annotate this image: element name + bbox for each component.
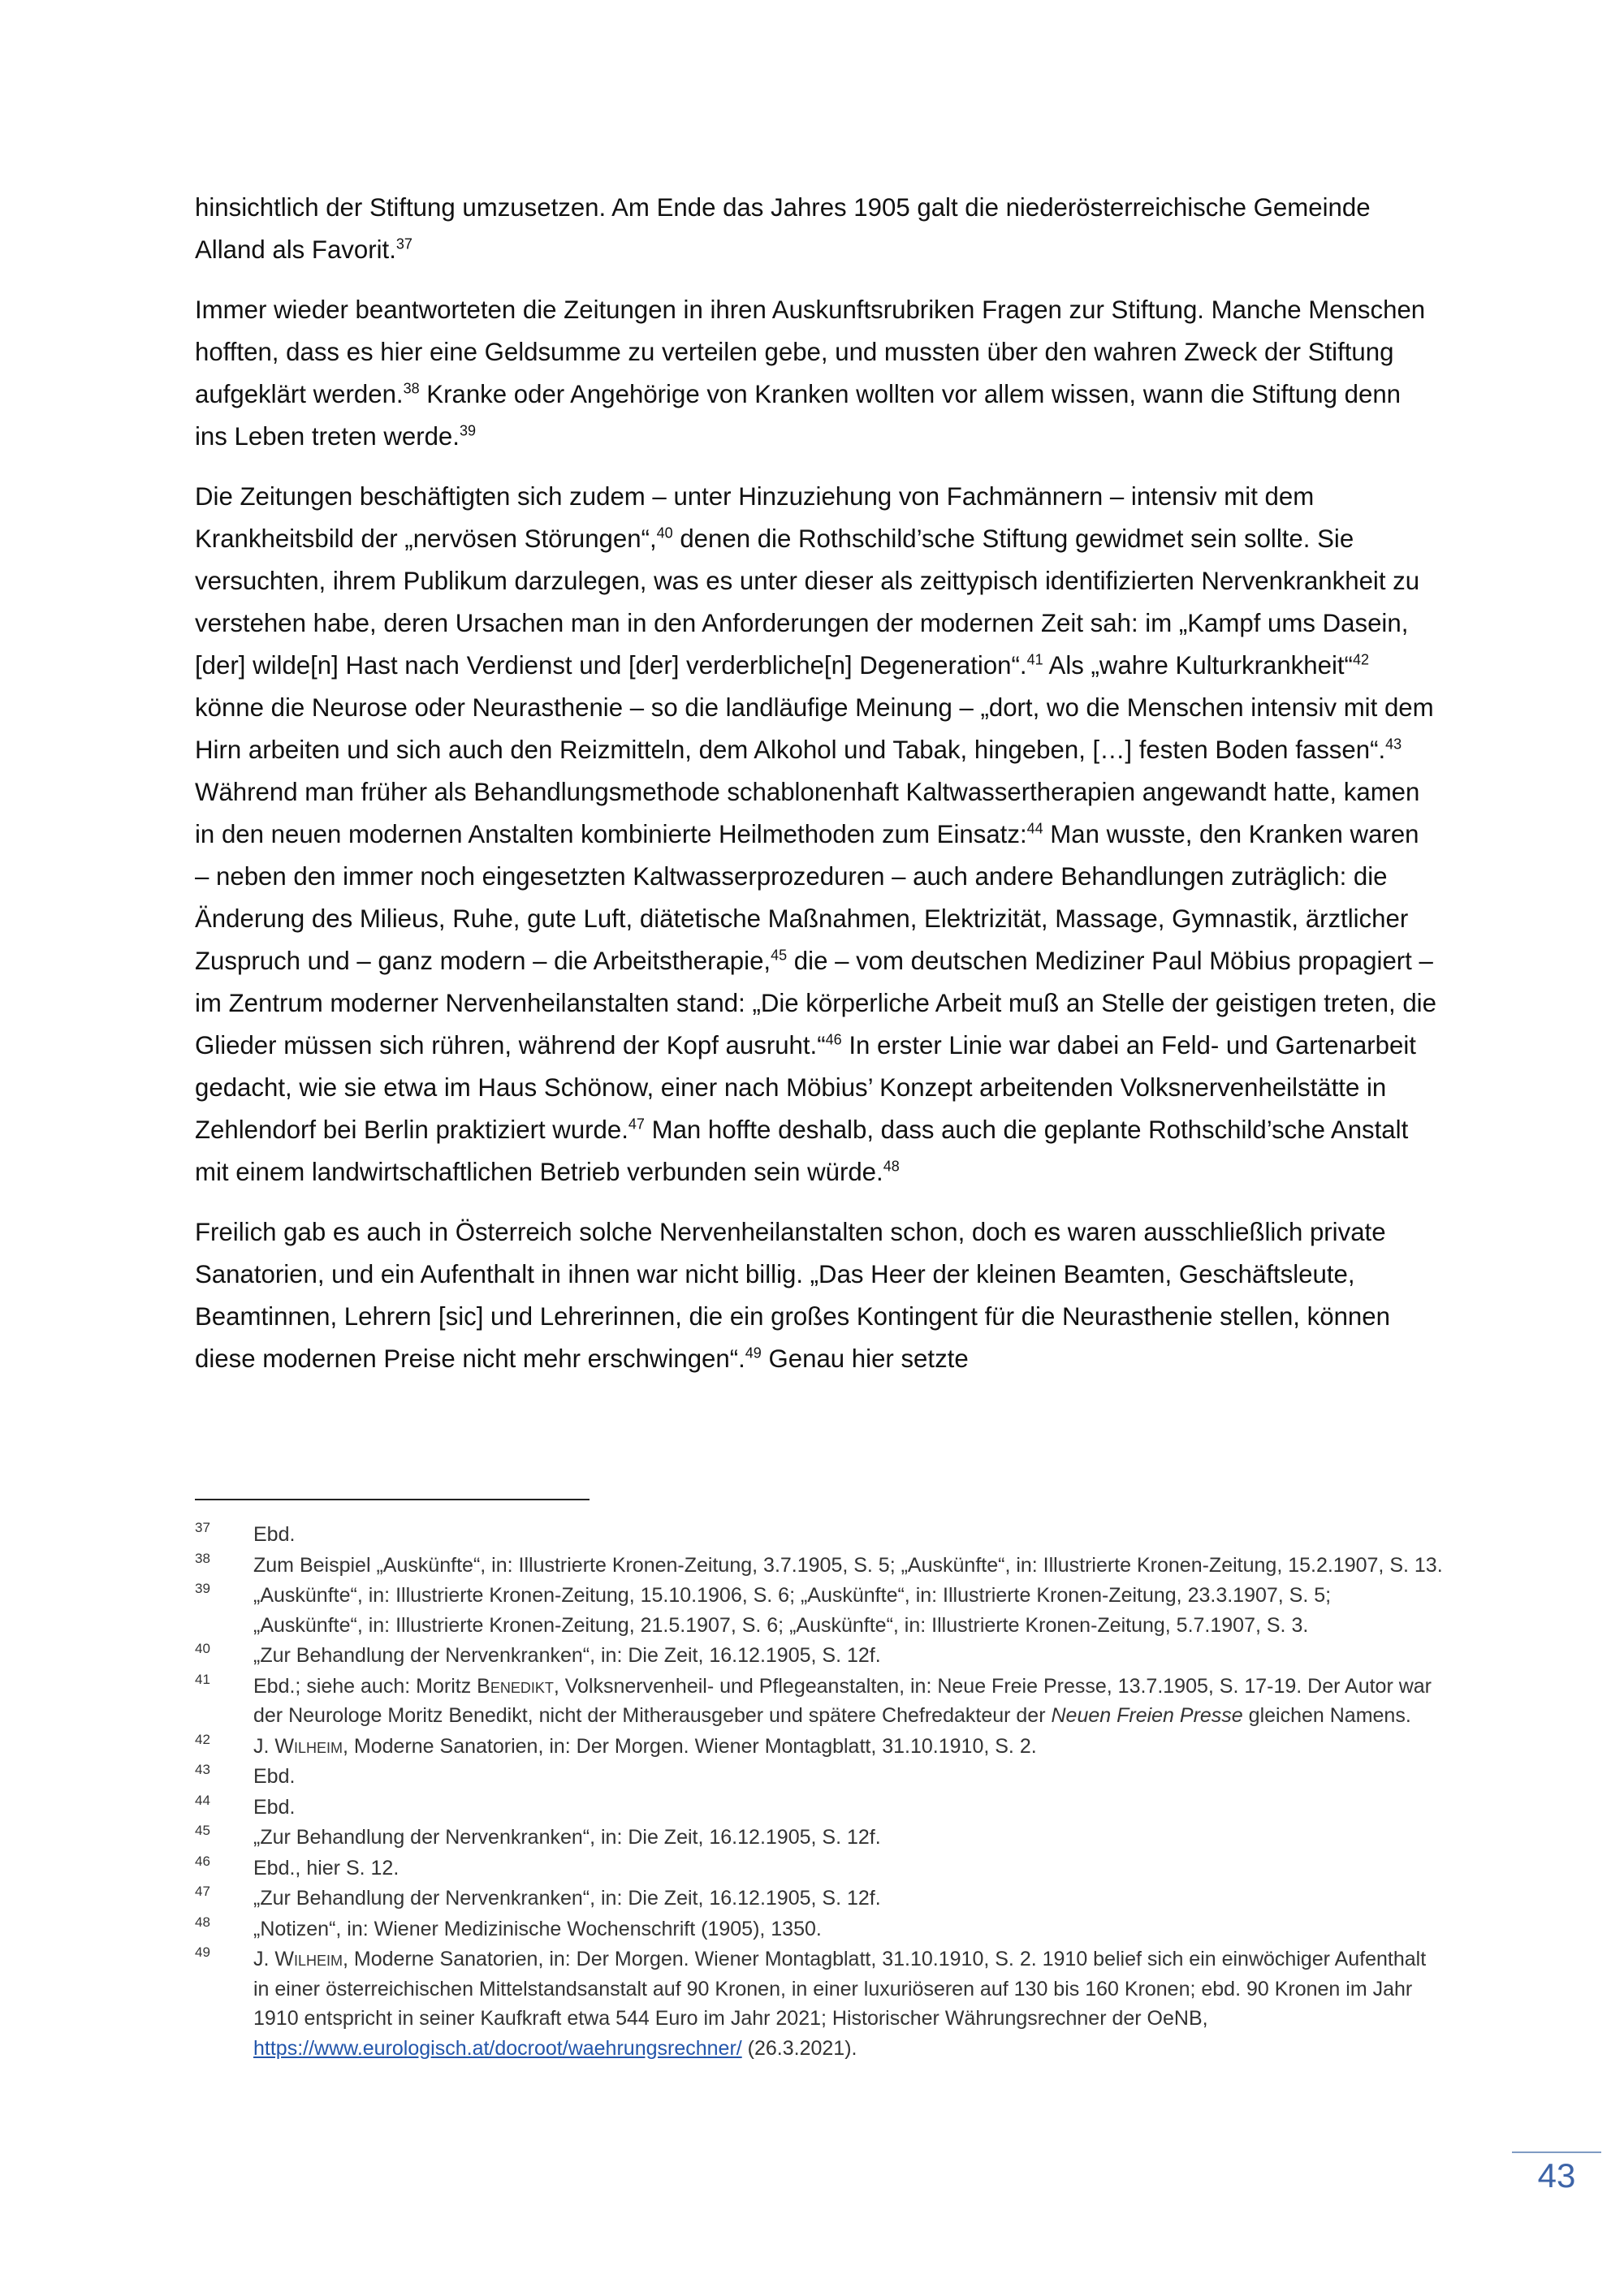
footnote-ref-43[interactable]: 43 (1385, 736, 1402, 753)
footnote-ref-48[interactable]: 48 (883, 1158, 900, 1175)
footnote-41: 41 Ebd.; siehe auch: Moritz Benedikt, Volksnervenheil- und Pflegeanstalten, in: Neue Freie Presse, 13.7.1905, S. 17-19. Der Autor war der Neurologe Moritz Benedikt, nicht der Mitherausgeber und spätere Chefredakteur der Neuen Freien Presse gleichen Namens. (195, 1671, 1432, 1727)
publication-title: Neuen Freien Presse (1051, 1704, 1243, 1727)
paragraph-3: Die Zeitungen beschäftigten sich zudem – unter Hinzuziehung von Fachmännern – intensiv mit dem Krankheitsbild der „nervösen Störungen“,$^{40}$ denen die Rothschild’sche Stiftung gewidmet sein sollte. Sie versuchten, ihrem Publikum darzulegen, was es unter dieser als zeittypisch identifizierten Nervenkrankheit zu verstehen habe, deren Ursachen man in den Anforderungen der modernen Zeit sah: im „Kampf ums Dasein, [der] wilde[n] Hast nach Verdienst und [der] verderbliche[n] Degeneration“.$^{41}$ Als „wahre Kulturkrankheit“$^{42}$ könne die Neurose oder Neurasthenie – so die landläufige Meinung – „dort, wo die Menschen intensiv mit dem Hirn arbeiten und sich auch den Reizmitteln, dem Alkohol und Tabak, hingeben, […] festen Boden fassen“.$^{43}$ Während man früher als Behandlungsmethode schablonenhaft Kaltwassertherapien angewandt hatte, kamen in den neuen modernen Anstalten kombinierte Heilmethoden zum Einsatz:$^{44}$ Man wusste, den Kranken waren – neben den immer noch eingesetzten Kaltwasserprozeduren – auch andere Behandlungen zuträglich: die Änderung des Milieus, Ruhe, gute Luft, diätetische Maßnahmen, Elektrizität, Massage, Gymnastik, ärztlicher Zuspruch und – ganz modern – die Arbeitstherapie,$^{45}$ die – vom deutschen Mediziner Paul Möbius propagiert – im Zentrum moderner Nervenheilanstalten stand: „Die körperliche Arbeit muß an Stelle der geistigen treten, die Glieder müssen sich rühren, während der Kopf ausruht.“$^{46}$ In erster Linie war dabei an Feld- und Gartenarbeit gedacht, wie sie etwa im Haus Schönow, einer nach Möbius’ Konzept arbeitenden Volksnervenheilstätte in Zehlendorf bei Berlin praktiziert wurde.$^{47}$ Man hoffte deshalb, dass auch die geplante Rothschild’sche Anstalt mit einem landwirtschaftlichen Betrieb verbunden sein würde.$^{48}$ (195, 482, 1436, 1186)
author-name: Wilheim (274, 1734, 343, 1758)
footnote-38: 38 Zum Beispiel „Auskünfte“, in: Illustrierte Kronen-Zeitung, 3.7.1905, S. 5; „Auskünfte“, in: Illustrierte Kronen-Zeitung, 15.2.1907, S. 13. (195, 1550, 1443, 1577)
author-name: Wilheim (274, 1948, 343, 1970)
footnote-ref-42[interactable]: 42 (1352, 651, 1369, 668)
paragraph-4: Freilich gab es auch in Österreich solche Nervenheilanstalten schon, doch es waren ausschließlich private Sanatorien, und ein Aufenthalt in ihnen war nicht billig. „Das Heer der kleinen Beamten, Geschäftsleute, Beamtinnen, Lehrern [sic] und Lehrerinnen, die ein großes Kontingent für die Neurasthenie stellen, können diese modernen Preise nicht mehr erschwingen“.$^{49}$ Genau hier setzte (195, 1218, 1390, 1373)
body-text (195, 187, 1437, 1398)
footnote-ref-39[interactable]: 39 (459, 422, 476, 439)
footnotes (195, 1520, 1445, 2064)
footnote-ref-37[interactable]: 37 (395, 235, 412, 252)
footnote-39: 39 „Auskünfte“, in: Illustrierte Kronen-Zeitung, 15.10.1906, S. 6; „Auskünfte“, in: Illustrierte Kronen-Zeitung, 23.3.1907, S. 5; „Auskünfte“, in: Illustrierte Kronen-Zeitung, 21.5.1907, S. 6; „Auskünfte“, in: Illustrierte Kronen-Zeitung, 5.7.1907, S. 3. (195, 1581, 1332, 1637)
footnote-43: 43 Ebd. (195, 1762, 296, 1788)
footnote-40: 40 „Zur Behandlung der Nervenkranken“, in: Die Zeit, 16.12.1905, S. 12f. (195, 1641, 881, 1667)
footnote-49: 49 J. Wilheim, Moderne Sanatorien, in: Der Morgen. Wiener Montagblatt, 31.10.1910, S. 2. 1910 belief sich ein einwöchiger Aufenthalt in einer österreichischen Mittelstandsanstalt auf 90 Kronen, in einer luxuriöseren auf 130 bis 160 Kronen; ebd. 90 Kronen im Jahr 1910 entspricht in seiner Kaufkraft etwa 544 Euro im Jahr 2021; Historischer Währungsrechner der OeNB, https://www.eurologisch.at/docroot/waehrungsrechner/ (26.3.2021). (195, 1944, 1427, 2060)
page-number: 43 (1537, 2156, 1576, 2195)
page-number-rule (1512, 2151, 1601, 2153)
footnote-46: 46 Ebd., hier S. 12. (195, 1853, 400, 1880)
paragraph-2: Immer wieder beantworteten die Zeitungen in ihren Auskunftsrubriken Fragen zur Stiftung. Manche Menschen hofften, dass es hier eine Geldsumme zu verteilen gebe, und mussten über den wahren Zweck der Stiftung aufgeklärt werden.$^{38}$ Kranke oder Angehörige von Kranken wollten vor allem wissen, wann die Stiftung denn ins Leben treten werde.$^{39}$ (195, 296, 1426, 451)
footnote-37: 37 Ebd. (195, 1520, 296, 1546)
author-name: Benedikt (477, 1674, 554, 1698)
currency-calculator-link[interactable]: https://www.eurologisch.at/docroot/waehrungsrechner/ (253, 2036, 742, 2060)
paragraph-1: hinsichtlich der Stiftung umzusetzen. Am Ende das Jahres 1905 galt die niederösterreichische Gemeinde Alland als Favorit.$^{37}$ (195, 193, 1371, 264)
footnote-42: 42 J. Wilheim, Moderne Sanatorien, in: Der Morgen. Wiener Montagblatt, 31.10.1910, S. 2. (195, 1731, 1037, 1758)
footnote-47: 47 „Zur Behandlung der Nervenkranken“, in: Die Zeit, 16.12.1905, S. 12f. (195, 1884, 881, 1910)
footnote-ref-46[interactable]: 46 (825, 1031, 842, 1048)
footnote-ref-40[interactable]: 40 (656, 524, 673, 542)
footnote-45: 45 „Zur Behandlung der Nervenkranken“, in: Die Zeit, 16.12.1905, S. 12f. (195, 1823, 881, 1849)
footnote-ref-41[interactable]: 41 (1026, 651, 1043, 668)
footnote-ref-47[interactable]: 47 (628, 1116, 645, 1133)
footnote-ref-38[interactable]: 38 (403, 380, 420, 397)
footnote-ref-44[interactable]: 44 (1026, 820, 1043, 837)
footnote-divider (195, 1499, 590, 1500)
footnote-48: 48 „Notizen“, in: Wiener Medizinische Wochenschrift (1905), 1350. (195, 1914, 822, 1940)
footnote-ref-49[interactable]: 49 (745, 1344, 762, 1362)
footnote-44: 44 Ebd. (195, 1792, 296, 1819)
footnote-ref-45[interactable]: 45 (771, 947, 788, 964)
